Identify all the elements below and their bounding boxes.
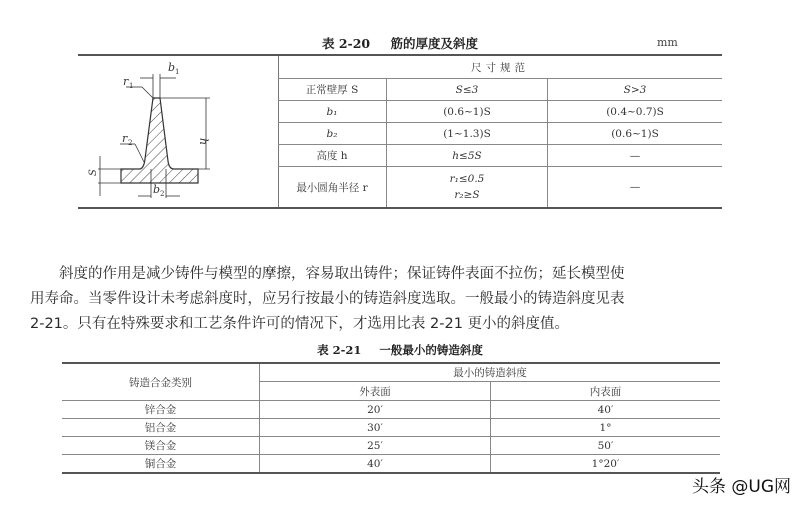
table-2-21 <box>62 362 720 474</box>
table-row <box>278 101 722 123</box>
draft-angle-table <box>62 364 720 472</box>
svg-text:r: r <box>122 132 128 145</box>
svg-text:2: 2 <box>160 190 165 198</box>
rib-spec-table <box>278 56 722 207</box>
header-alloy-type: 铸造合金类别 <box>62 364 260 401</box>
unit-label: mm <box>657 36 678 49</box>
outer-value: 30′ <box>260 419 491 437</box>
outer-value: 25′ <box>260 437 491 455</box>
row-label: 最小圆角半径 r <box>278 167 387 208</box>
header-outer-surface: 外表面 <box>260 382 491 401</box>
table-header-row <box>62 364 720 382</box>
table-row <box>62 419 720 437</box>
table-number: 表 2-21 <box>317 343 362 357</box>
svg-text:r: r <box>123 75 129 88</box>
cell-value: (0.6~1)S <box>548 123 723 145</box>
svg-text:2: 2 <box>128 139 133 147</box>
cell-value <box>387 167 548 208</box>
outer-value: 40′ <box>260 455 491 473</box>
row-label: 正常壁厚 S <box>278 79 387 101</box>
rib-diagram <box>78 56 279 207</box>
cell-line: r₁≤0.5 <box>449 173 485 185</box>
header-inner-surface: 内表面 <box>491 382 721 401</box>
inner-value: 40′ <box>491 401 721 419</box>
alloy-name: 镁合金 <box>62 437 260 455</box>
cell-value: (1~1.3)S <box>387 123 548 145</box>
svg-text:h: h <box>197 138 210 146</box>
row-label: b₁ <box>278 101 387 123</box>
row-label: b₂ <box>278 123 387 145</box>
table-header-row <box>278 56 722 79</box>
outer-value: 20′ <box>260 401 491 419</box>
inner-value: 1° <box>491 419 721 437</box>
paragraph-line: 用寿命。当零件设计未考虑斜度时，应另行按最小的铸造斜度选取。一般最小的铸造斜度见表 <box>30 291 625 307</box>
table-row <box>62 437 720 455</box>
svg-text:b: b <box>168 61 176 74</box>
table-row <box>62 401 720 419</box>
table-title: 筋的厚度及斜度 <box>390 36 478 51</box>
table-row <box>278 167 722 208</box>
table-2-20 <box>78 54 722 209</box>
table-row <box>278 79 722 101</box>
svg-text:1: 1 <box>175 68 180 76</box>
body-paragraph <box>30 262 750 337</box>
paragraph-line: 2-21。只有在特殊要求和工艺条件许可的情况下，才选用比表 2-21 更小的斜度值。 <box>30 316 570 332</box>
cell-value: — <box>548 145 723 167</box>
cell-value: S≤3 <box>387 79 548 101</box>
paragraph-line: 斜度的作用是减少铸件与模型的摩擦，容易取出铸件；保证铸件表面不拉伤；延长模型使 <box>59 266 625 282</box>
rib-cross-section-icon <box>78 56 278 207</box>
header-dimension-spec: 尺寸规范 <box>278 56 722 79</box>
row-label: 高度 h <box>278 145 387 167</box>
cell-line: r₂≥S <box>454 189 480 201</box>
header-min-draft: 最小的铸造斜度 <box>260 364 721 382</box>
table-2-21-caption <box>0 342 800 358</box>
cell-value: S>3 <box>548 79 723 101</box>
cell-value: (0.6~1)S <box>387 101 548 123</box>
table-number: 表 2-20 <box>321 36 371 51</box>
table-title: 一般最小的铸造斜度 <box>379 343 483 357</box>
alloy-name: 锌合金 <box>62 401 260 419</box>
cell-value: (0.4~0.7)S <box>548 101 723 123</box>
svg-text:S: S <box>88 169 99 176</box>
alloy-name: 铜合金 <box>62 455 260 473</box>
svg-text:1: 1 <box>129 82 134 90</box>
table-row <box>278 123 722 145</box>
watermark: 头条 @UG网 <box>692 477 792 497</box>
table-2-20-caption <box>0 34 800 52</box>
alloy-name: 铝合金 <box>62 419 260 437</box>
table-row <box>278 145 722 167</box>
svg-text:b: b <box>153 183 161 196</box>
inner-value: 1°20′ <box>491 455 721 473</box>
table-row <box>62 455 720 473</box>
cell-value: h≤5S <box>387 145 548 167</box>
cell-value: — <box>548 167 723 208</box>
inner-value: 50′ <box>491 437 721 455</box>
